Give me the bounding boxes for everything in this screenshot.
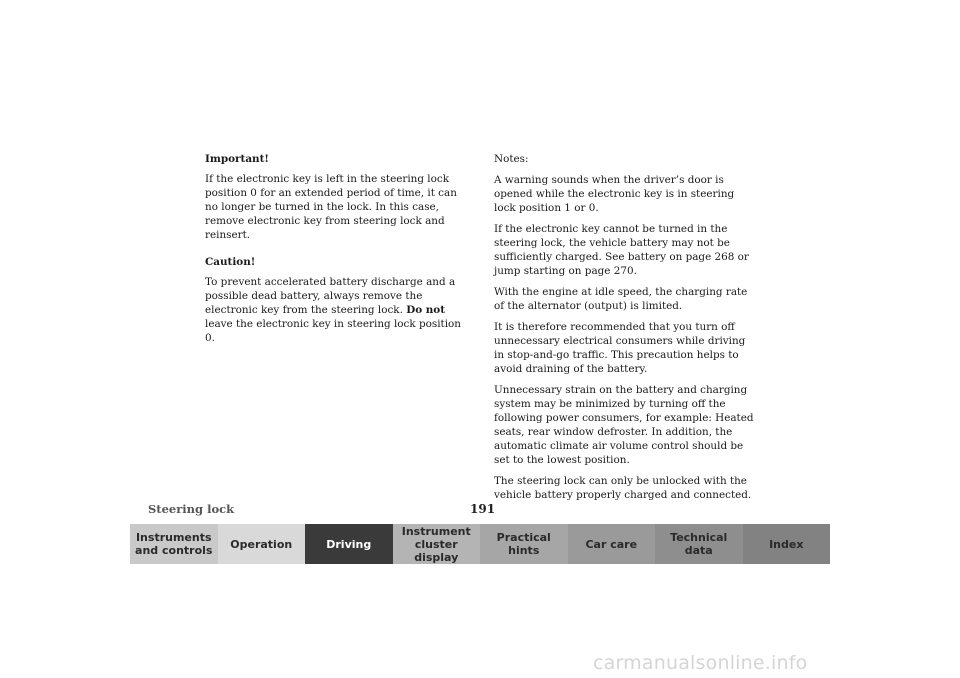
tab-operation[interactable]: Operation [218,524,306,564]
caution-text-part: To prevent accelerated battery discharge and a possible dead battery, always remove the electronic key from the steering lock. [205,276,456,316]
important-heading: Important! [205,153,269,165]
tab-instrument-cluster-display[interactable]: Instrument cluster display [393,524,481,564]
tab-practical-hints[interactable]: Practical hints [480,524,568,564]
note-paragraph: The steering lock can only be unlocked with the vehicle battery properly charged and connected. [494,475,752,501]
notes-heading: Notes: [494,153,529,165]
right-column [494,152,758,509]
chapter-nav-bar [130,524,830,564]
tab-index[interactable]: Index [743,524,831,564]
caution-heading: Caution! [205,256,256,268]
left-column [205,152,467,352]
caution-text-part: leave the electronic key in steering lock position 0. [205,318,461,344]
caution-bold-text: Do not [406,304,446,316]
note-paragraph: It is therefore recommended that you turn off unnecessary electrical consumers while driving in stop-and-go traffic. This precaution helps to avoid draining of the battery. [494,321,746,375]
tab-car-care[interactable]: Car care [568,524,656,564]
caution-text [205,275,467,345]
tab-driving[interactable]: Driving [305,524,393,564]
tab-technical-data[interactable]: Technical data [655,524,743,564]
note-paragraph: With the engine at idle speed, the charging rate of the alternator (output) is limited. [494,286,748,312]
section-title: Steering lock [148,502,235,516]
tab-instruments-and-controls[interactable]: Instruments and controls [130,524,218,564]
note-paragraph: A warning sounds when the driver’s door is opened while the electronic key is in steering lock position 1 or 0. [494,174,735,214]
watermark: carmanualsonline.info [593,652,808,674]
page-number: 191 [470,502,496,516]
note-paragraph: If the electronic key cannot be turned in the steering lock, the vehicle battery may not be sufficiently charged. See battery on page 268 or jump starting on page 270. [494,223,749,277]
note-paragraph: Unnecessary strain on the battery and charging system may be minimized by turning off the following power consumers, for example: Heated seats, rear window defroster. In addition, the automatic climate air volume control should be set to the lowest position. [494,384,754,466]
important-text: If the electronic key is left in the steering lock position 0 for an extended period of time, it can no longer be turned in the lock. In this case, remove electronic key from steering lock and reinsert. [205,173,457,241]
